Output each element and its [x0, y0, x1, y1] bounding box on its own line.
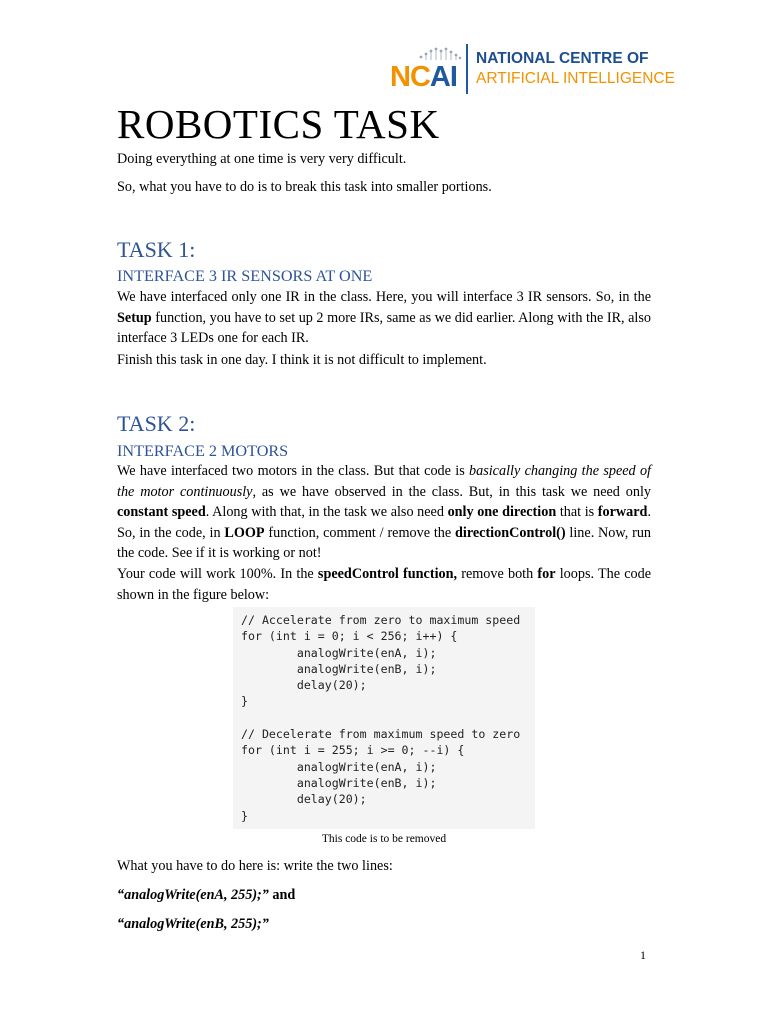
task2-p1-d: constant speed	[117, 504, 206, 520]
intro-paragraph-1: Doing everything at one time is very very difficult.	[117, 151, 407, 167]
task1-paragraph-2: Finish this task in one day. I think it is not difficult to implement.	[117, 352, 487, 368]
task2-paragraph-3: What you have to do here is: write the two lines:	[117, 858, 393, 874]
task2-paragraph-1	[117, 461, 651, 564]
task1-heading: TASK 1:	[117, 237, 196, 262]
ncai-abbr-part2: AI	[429, 61, 457, 93]
task1-p1-text-c: function, you have to set up 2 more IRs, same as we did earlier. Along with the IR, also interface 3 LEDs one for each IR.	[117, 309, 651, 346]
task2-p1-h: forward	[597, 504, 648, 520]
logo-text-line2: ARTIFICIAL INTELLIGENCE	[476, 70, 675, 87]
task2-p1-a: We have interfaced two motors in the class. But that code is	[117, 463, 470, 479]
code-figure	[233, 607, 535, 829]
task2-p2-a: Your code will work 100%. In the	[117, 566, 318, 582]
task2-p1-b: basically changing the speed of the motor continuously	[117, 463, 651, 500]
logo-text-line1: NATIONAL CENTRE OF	[476, 50, 649, 67]
code-snippet: // Accelerate from zero to maximum speed for (int i = 0; i < 256; i++) { analogWrite(enA, i); analogWrite(enB, i); delay(20); } // Decelerate from maximum speed to zero for (int i = 255; i >= 0; --i) { analogWrite(enA, i); analogWrite(enB, i); delay(20); }	[241, 613, 521, 823]
page-title: ROBOTICS TASK	[117, 101, 440, 147]
circuit-dots-icon	[418, 46, 462, 60]
task1-p1-setup: Setup	[117, 309, 152, 326]
task2-p1-c: , as we have observed in the class. But, in this task we need only	[252, 483, 651, 500]
task2-line2-code: “analogWrite(enB, 255);”	[117, 916, 269, 932]
task2-p2-b: speedControl function,	[317, 566, 458, 582]
task2-line1-code: “analogWrite(enA, 255);”	[117, 887, 269, 903]
logo-divider	[466, 44, 468, 94]
task2-p2-c: remove both	[457, 566, 538, 582]
task2-line1-and: and	[268, 887, 296, 903]
task2-p1-i: . So, in the code, in	[117, 504, 651, 541]
task1-p1-text-a: We have interfaced only one IR in the class. Here, you will interface 3 IR sensors. So, in the	[117, 289, 651, 305]
task2-p1-e: . Along with that, in the task we also need	[205, 504, 448, 520]
figure-caption: This code is to be removed	[321, 833, 447, 845]
task2-code-line-2	[117, 914, 651, 935]
page-number: 1	[640, 948, 646, 962]
task2-subheading: INTERFACE 2 MOTORS	[117, 442, 289, 460]
task2-code-line-1	[117, 885, 651, 906]
task2-p1-g: that is	[556, 504, 598, 520]
ncai-abbreviation	[390, 62, 457, 92]
task2-paragraph-2	[117, 564, 651, 605]
intro-paragraph-2: So, what you have to do is to break this task into smaller portions.	[117, 179, 492, 195]
task2-p1-l: directionControl()	[454, 524, 566, 541]
task1-paragraph-1	[117, 287, 651, 349]
task2-p1-j: LOOP	[224, 524, 265, 541]
task2-p1-k: function, comment / remove the	[264, 524, 455, 541]
task2-p2-e: loops. The code shown in the figure below:	[117, 566, 651, 603]
task2-p2-d: for	[537, 566, 556, 582]
ncai-abbr-part1: NC	[390, 61, 430, 93]
task1-subheading: INTERFACE 3 IR SENSORS AT ONE	[117, 267, 373, 285]
ncai-logo	[388, 40, 675, 96]
task2-p1-f: only one direction	[447, 504, 557, 520]
task2-heading: TASK 2:	[117, 411, 196, 436]
task2-p1-m: line. Now, run the code. See if it is working or not!	[117, 524, 652, 561]
